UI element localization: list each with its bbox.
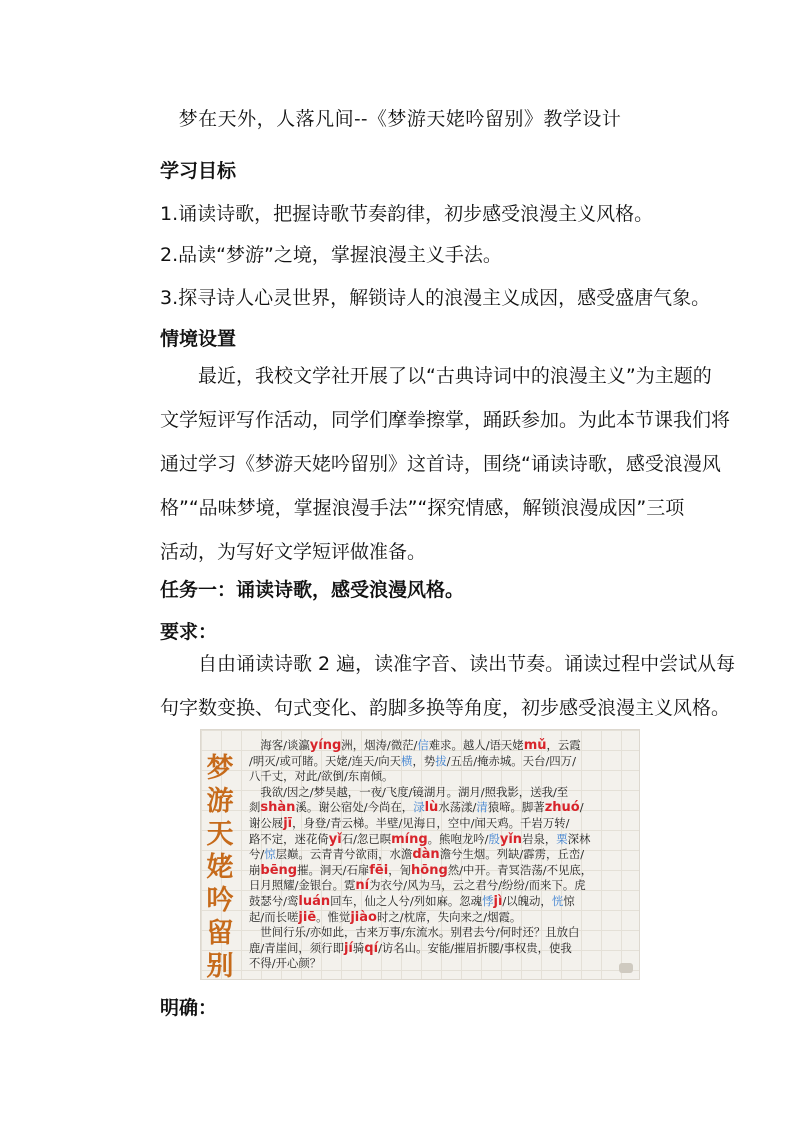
poem-title-char: 吟: [206, 885, 234, 916]
poem-text-segment: ，势: [412, 753, 436, 768]
pinyin-annotation: yǐn: [499, 831, 523, 847]
goals-heading: 学习目标: [160, 160, 237, 182]
poem-text-segment: 八千丈，对此/欲倒/东南倾。: [249, 769, 394, 784]
pinyin-annotation: jiào: [350, 909, 377, 925]
context-line: 活动，为写好文学短评做准备。: [160, 541, 427, 563]
poem-text-segment: 洲，烟涛/微茫/: [341, 738, 418, 752]
poem-line: [249, 878, 633, 894]
poem-title-char: 天: [206, 819, 234, 850]
poem-text-segment: 澹兮生烟。列缺/霹雳，丘峦/: [439, 847, 585, 862]
pinyin-annotation: yǐ: [328, 831, 342, 847]
poem-title-char: 梦: [206, 753, 234, 784]
poem-line: [249, 754, 633, 770]
pinyin-annotation: bēng: [260, 862, 298, 878]
highlighted-character: 信: [417, 738, 429, 752]
annotated-poem-text: [249, 738, 633, 972]
highlighted-character: 悸: [482, 893, 494, 908]
poem-text-segment: 海客/谈瀛: [249, 738, 310, 752]
poem-title-char: 别: [206, 951, 234, 980]
highlighted-character: 栗: [556, 831, 568, 846]
document-title: 梦在天外，人落凡间--《梦游天姥吟留别》教学设计: [178, 108, 622, 130]
poem-text-segment: 我欲/因之/梦吴越，一夜/飞度/镜湖月。湖月/照我影，送我/至: [249, 784, 569, 799]
pinyin-annotation: fēi: [369, 862, 389, 878]
poem-line: [249, 941, 633, 957]
pinyin-annotation: luán: [298, 893, 331, 909]
goal-item-3: 3.探寻诗人心灵世界，解锁诗人的浪漫主义成因，感受盛唐气象。: [160, 287, 711, 309]
poem-text-segment: 。惟觉: [316, 909, 351, 924]
poem-text-segment: 回车，仙之人兮/列如麻。忽魂: [330, 893, 483, 908]
requirements-line: 句字数变换、句式变化、韵脚多换等角度，初步感受浪漫主义风格。: [160, 697, 731, 719]
pinyin-annotation: zhuó: [544, 800, 580, 816]
pinyin-annotation: jī: [283, 815, 293, 831]
poem-text-segment: 路不定，迷花倚: [249, 831, 329, 846]
clarify-heading: 明确：: [160, 997, 218, 1019]
poem-line: [249, 785, 633, 801]
requirements-paragraph: [160, 642, 736, 730]
poem-image: [200, 729, 640, 980]
poem-text-segment: ，訇: [388, 862, 412, 877]
context-paragraph: [160, 354, 731, 574]
highlighted-character: 拔: [435, 753, 447, 768]
requirements-line: 自由诵读诗歌 2 遍，读准字音、读出节奏。诵读过程中尝试从每: [160, 653, 736, 675]
highlighted-character: 殷: [488, 831, 500, 846]
poem-text-segment: 兮/: [249, 847, 265, 862]
context-heading: 情境设置: [160, 328, 237, 350]
poem-text-segment: 惊: [563, 893, 575, 908]
watermark-icon: [619, 963, 633, 973]
poem-text-segment: /明灭/或可睹。天姥/连天/向天: [249, 753, 402, 768]
highlighted-character: 渌: [413, 800, 425, 815]
pinyin-annotation: jí: [343, 940, 353, 956]
pinyin-annotation: lù: [424, 800, 439, 816]
poem-text-segment: 鹿/青崖间，须行即: [249, 940, 344, 955]
poem-text-segment: 谢公屐: [249, 815, 284, 830]
pinyin-annotation: jì: [493, 893, 503, 909]
poem-line: [249, 832, 633, 848]
poem-text-segment: /五岳/掩赤城。天台/四万/: [446, 753, 576, 768]
poem-text-segment: 深林: [567, 831, 591, 846]
poem-text-segment: 水荡漾/: [438, 800, 477, 815]
poem-line: [249, 816, 633, 832]
task1-heading: 任务一：诵读诗歌，感受浪漫风格。: [160, 579, 465, 601]
poem-text-segment: ，身登/青云梯。半壁/见海日，空中/闻天鸡。千岩万转/: [292, 815, 570, 830]
poem-text-segment: 骑: [352, 940, 365, 955]
poem-text-segment: ，云霞: [546, 738, 581, 752]
context-line: 格”“品味梦境，掌握浪漫手法”“探究情感，解锁浪漫成因”三项: [160, 497, 685, 519]
poem-text-segment: 鼓瑟兮/鸾: [249, 893, 299, 908]
poem-text-segment: 剡: [249, 800, 261, 815]
poem-line: [249, 769, 633, 785]
poem-text-segment: 为衣兮/风为马，云之君兮/纷纷/而来下。虎: [369, 878, 586, 893]
poem-text-segment: 起/而长嗟: [249, 909, 299, 924]
requirements-heading: 要求：: [160, 621, 218, 643]
poem-text-segment: 时之/枕席，失向来之/烟霞。: [376, 909, 522, 924]
poem-text-segment: /: [579, 800, 584, 815]
goal-item-1: 1.诵读诗歌，把握诗歌节奏韵律，初步感受浪漫主义风格。: [160, 203, 654, 225]
poem-text-segment: 世间行乐/亦如此，古来万事/东流水。别君去兮/何时还？且放白: [249, 925, 580, 940]
poem-line: [249, 956, 633, 972]
poem-text-segment: 摧。洞天/石扉: [297, 862, 370, 877]
poem-text-segment: 岩泉，: [522, 831, 557, 846]
poem-text-segment: 猿啼。脚著: [487, 800, 545, 815]
poem-text-segment: 溪。谢公宿处/今尚在，: [295, 800, 414, 815]
pinyin-annotation: mǔ: [523, 738, 547, 753]
pinyin-annotation: qí: [364, 940, 379, 956]
poem-line: [249, 847, 633, 863]
poem-line: [249, 910, 633, 926]
poem-line: [249, 925, 633, 941]
poem-text-segment: /访名山。安能/摧眉折腰/事权贵，使我: [378, 940, 572, 955]
pinyin-annotation: yíng: [309, 738, 342, 753]
poem-text-segment: 日月照耀/金银台。霓: [249, 878, 356, 893]
poem-text-segment: 崩: [249, 862, 261, 877]
poem-title-char: 留: [206, 918, 234, 949]
poem-text-segment: 不得/开心颜？: [249, 956, 322, 971]
pinyin-annotation: hōng: [411, 862, 448, 878]
poem-text-segment: 难求。越人/语天姥: [428, 738, 524, 752]
poem-line: [249, 738, 633, 754]
pinyin-annotation: dàn: [412, 847, 440, 863]
poem-text-segment: 石/忽已暝: [341, 831, 392, 846]
poem-title-char: 游: [206, 786, 234, 817]
context-line: 文学短评写作活动，同学们摩拳擦掌，踊跃参加。为此本节课我们将: [160, 409, 731, 431]
poem-title-char: 姥: [206, 852, 234, 883]
goal-item-2: 2.品读“梦游”之境，掌握浪漫主义手法。: [160, 244, 502, 266]
highlighted-character: 清: [476, 800, 488, 815]
pinyin-annotation: shàn: [260, 800, 296, 816]
pinyin-annotation: ní: [355, 878, 370, 894]
poem-line: [249, 800, 633, 816]
pinyin-annotation: jiē: [298, 909, 317, 925]
poem-line: [249, 894, 633, 910]
poem-text-segment: 。熊咆龙吟/: [427, 831, 489, 846]
poem-text-segment: 然/中开。青冥浩荡/不见底，: [447, 862, 593, 877]
highlighted-character: 恍: [551, 893, 564, 908]
context-line: 通过学习《梦游天姥吟留别》这首诗，围绕“诵读诗歌，感受浪漫风: [160, 453, 721, 475]
pinyin-annotation: míng: [391, 831, 428, 847]
poem-text-segment: /以魄动，: [502, 893, 552, 908]
context-line: 最近，我校文学社开展了以“古典诗词中的浪漫主义”为主题的: [160, 365, 712, 387]
poem-line: [249, 863, 633, 879]
poem-text-segment: 层巅。云青青兮欲雨，水澹: [275, 847, 413, 862]
highlighted-character: 横: [401, 753, 413, 768]
highlighted-character: 惊: [264, 847, 276, 862]
poem-vertical-title: [205, 752, 235, 980]
